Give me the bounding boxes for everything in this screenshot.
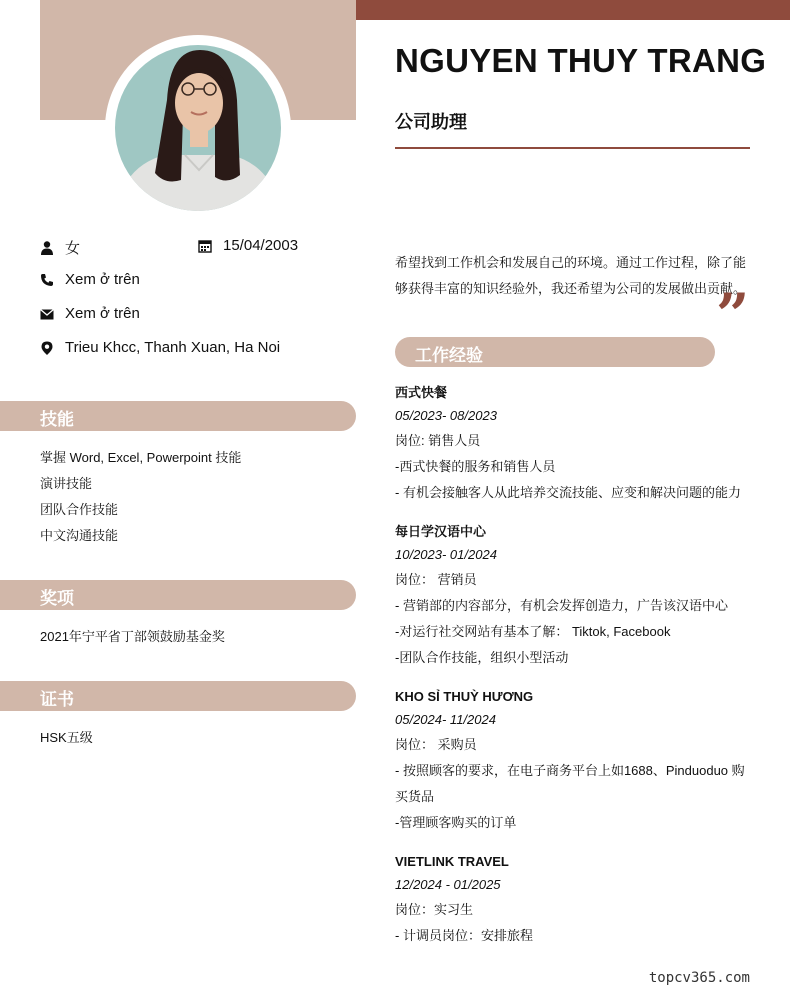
job-title: 公司助理 (395, 112, 467, 132)
career-objective: 希望找到工作机会和发展自己的环境。通过工作过程，除了能够获得丰富的知识经验外，我还希望为公司的发展做出贡献。 (395, 255, 747, 296)
job-company: 西式快餐 (395, 385, 448, 400)
top-accent-bar (356, 0, 790, 20)
job-entry (395, 686, 755, 836)
award-item: 2021年宁平省丁部领鼓励基金奖 (40, 629, 225, 644)
gender-value: 女 (65, 240, 81, 257)
job-line: - 计调员岗位：安排旅程 (395, 928, 533, 943)
job-line: 岗位：实习生 (395, 902, 474, 917)
calendar-icon (198, 238, 212, 254)
job-entry (395, 521, 755, 671)
awards-heading-label: 奖项 (40, 589, 74, 608)
job-company: KHO SỈ THUỲ HƯƠNG (395, 689, 534, 704)
skills-heading (0, 401, 356, 431)
job-line: -对运行社交网站有基本了解： Tiktok, Facebook (395, 624, 671, 639)
phone-row (40, 271, 140, 288)
job-entry (395, 851, 755, 949)
email-value: Xem ở trên (65, 305, 140, 322)
footer-watermark: topcv365.com (648, 970, 750, 986)
experience-heading-label: 工作经验 (415, 346, 483, 365)
email-row (40, 305, 140, 322)
job-line: -管理顾客购买的订单 (395, 815, 517, 830)
address-row (40, 339, 280, 356)
certificate-item: HSK五级 (40, 730, 93, 745)
skills-heading-label: 技能 (40, 410, 74, 429)
gender-row (40, 237, 80, 258)
job-line: - 营销部的内容部分，有机会发挥创造力，广告该汉语中心 (395, 598, 728, 613)
job-entry (395, 382, 755, 506)
quote-mark-icon: ” (716, 281, 750, 349)
skill-item: 团队合作技能 (40, 502, 119, 517)
certificates-heading (0, 681, 356, 711)
experience-heading (395, 337, 715, 367)
person-icon (40, 240, 54, 256)
job-dates: 05/2024- 11/2024 (395, 712, 496, 727)
awards-list (40, 624, 225, 650)
profile-photo (115, 45, 281, 211)
candidate-name: NGUYEN THUY TRANG (395, 42, 767, 79)
title-divider (395, 147, 750, 149)
job-line: -西式快餐的服务和销售人员 (395, 459, 556, 474)
phone-icon (40, 272, 54, 288)
job-dates: 05/2023- 08/2023 (395, 408, 497, 423)
job-line: -团队合作技能，组织小型活动 (395, 650, 569, 665)
location-pin-icon (40, 340, 54, 356)
job-company: VIETLINK TRAVEL (395, 854, 509, 869)
job-line: 岗位: 销售人员 (395, 433, 481, 448)
job-line: - 按照顾客的要求，在电子商务平台上如1688、Pinduoduo 购买货品 (395, 763, 745, 804)
dob-row (198, 237, 298, 254)
skill-item: 演讲技能 (40, 476, 93, 491)
address-value: Trieu Khcc, Thanh Xuan, Ha Noi (65, 339, 281, 356)
job-dates: 12/2024 - 01/2025 (395, 877, 501, 892)
job-line: - 有机会接触客人从此培养交流技能、应变和解决问题的能力 (395, 485, 741, 500)
dob-value: 15/04/2003 (223, 237, 299, 254)
certificates-heading-label: 证书 (40, 690, 74, 709)
certificates-list (40, 725, 93, 751)
skill-item: 中文沟通技能 (40, 528, 119, 543)
skills-list (40, 445, 241, 549)
job-dates: 10/2023- 01/2024 (395, 547, 497, 562)
job-line: 岗位： 采购员 (395, 737, 477, 752)
job-company: 每日学汉语中心 (395, 524, 487, 539)
envelope-icon (40, 306, 54, 322)
phone-value: Xem ở trên (65, 271, 140, 288)
skill-item: 掌握 Word, Excel, Powerpoint 技能 (40, 450, 242, 465)
job-line: 岗位： 营销员 (395, 572, 477, 587)
awards-heading (0, 580, 356, 610)
